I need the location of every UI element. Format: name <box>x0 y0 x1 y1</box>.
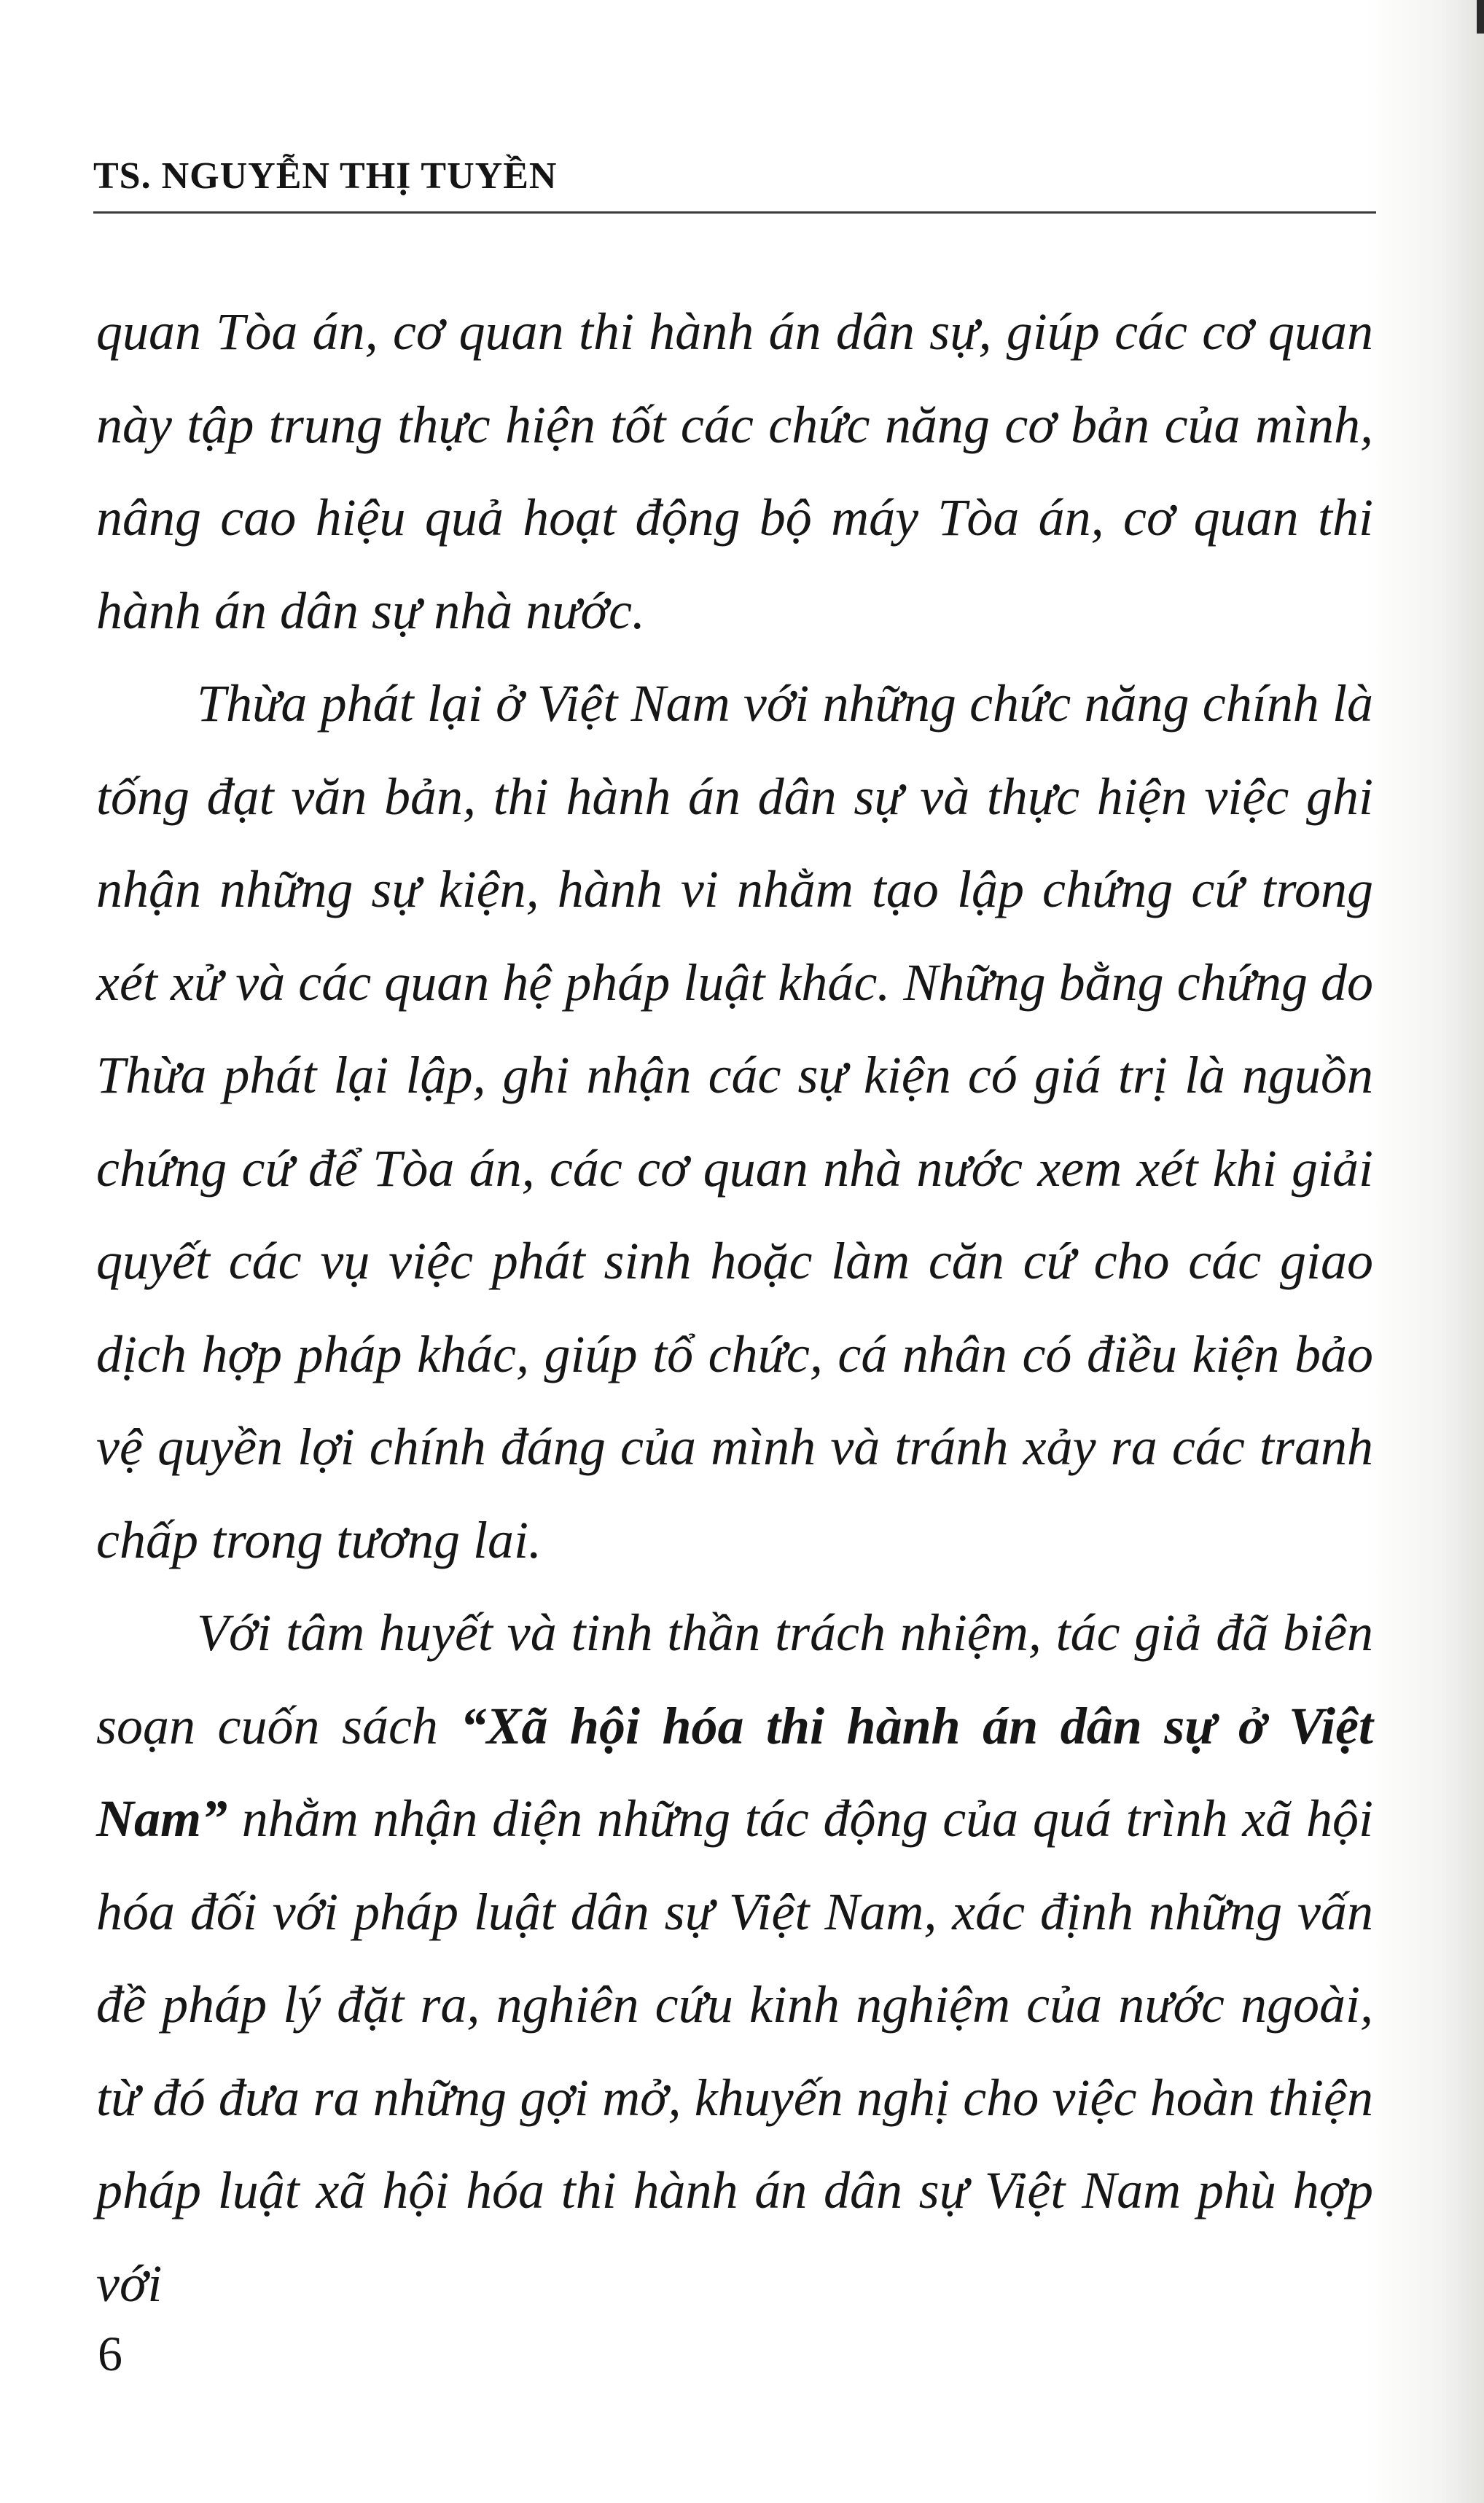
paragraph-3-lead: Với tâm huyết và tinh thần trách nhiệm, tác giả đã biên soạn cuốn sách <box>96 1604 1373 1755</box>
paragraph-1: quan Tòa án, cơ quan thi hành án dân sự, giúp các cơ quan này tập trung thực hiện tốt các chức năng cơ bản của mình, nâng cao hiệu quả hoạt động bộ máy Tòa án, cơ quan thi hành án dân sự nhà nước. <box>96 302 1373 640</box>
body-text <box>96 286 1373 2330</box>
running-head-author: TS. NGUYỄN THỊ TUYỀN <box>93 155 558 197</box>
paragraph-3-rest: nhằm nhận diện những tác động của quá trình xã hội hóa đối với pháp luật dân sự Việt Nam, xác định những vấn đề pháp lý đặt ra, nghiên cứu kinh nghiệm của nước ngoài, từ đó đưa ra những gợi mở, khuyến nghị cho việc hoàn thiện pháp luật xã hội hóa thi hành án dân sự Việt Nam phù hợp với <box>96 1789 1373 2313</box>
paragraph-2: Thừa phát lại ở Việt Nam với những chức năng chính là tống đạt văn bản, thi hành án dân sự và thực hiện việc ghi nhận những sự kiện, hành vi nhằm tạo lập chứng cứ trong xét xử và các quan hệ pháp luật khác. Những bằng chứng do Thừa phát lại lập, ghi nhận các sự kiện có giá trị là nguồn chứng cứ để Tòa án, các cơ quan nhà nước xem xét khi giải quyết các vụ việc phát sinh hoặc làm căn cứ cho các giao dịch hợp pháp khác, giúp tổ chức, cá nhân có điều kiện bảo vệ quyền lợi chính đáng của mình và tránh xảy ra các tranh chấp trong tương lai. <box>96 674 1373 1569</box>
book-title: “Xã hội hóa thi hành án dân sự ở Việt Nam” <box>96 1696 1374 1848</box>
header-rule <box>93 211 1376 214</box>
page-edge-mark <box>1477 0 1484 34</box>
paragraph-3 <box>96 1587 1373 2330</box>
page-number: 6 <box>98 2326 122 2381</box>
